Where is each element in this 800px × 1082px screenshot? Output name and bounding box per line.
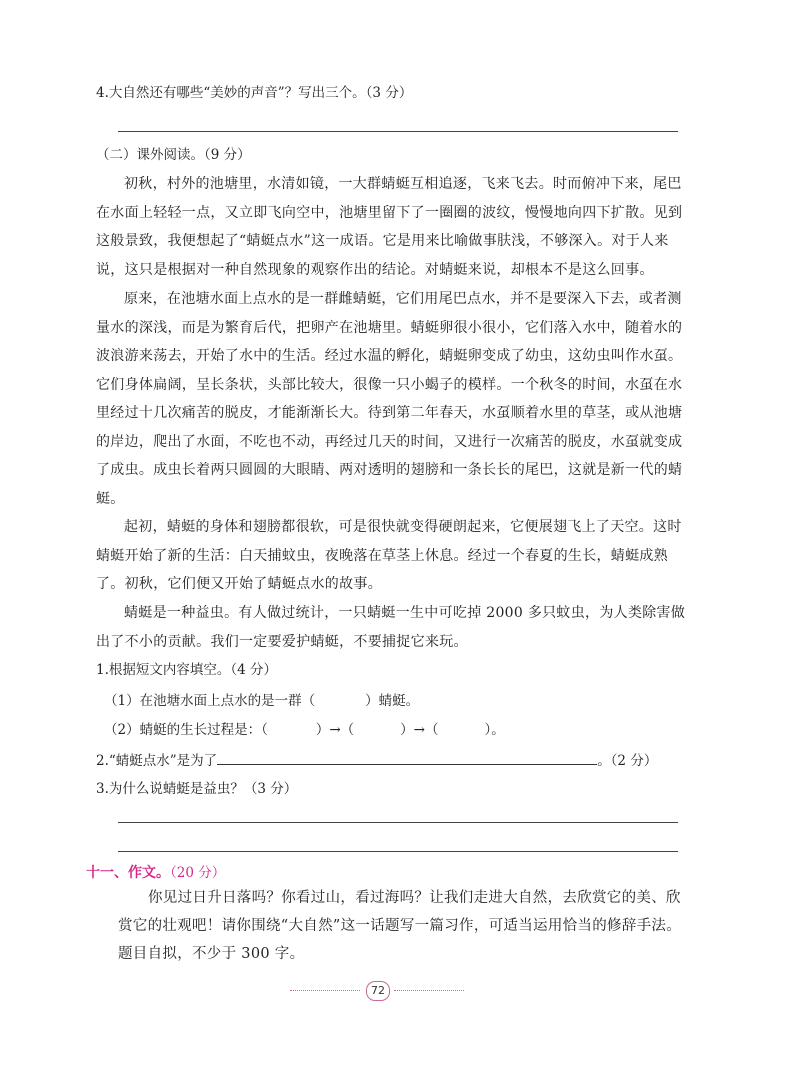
composition-prompt [118,884,683,968]
question-1-1-suffix: ）蜻蜓。 [365,693,420,709]
question-1-label: 1.根据短文内容填空。 [96,662,231,678]
composition-heading [86,861,225,882]
question-3 [96,779,297,799]
footer-dotted-line-right [394,990,464,991]
footer-dotted-line-left [290,990,360,991]
section-label: （二）课外阅读。 [96,147,204,163]
passage-paragraph-2 [96,285,686,513]
question-3-label: 3.为什么说蜻蜓是益虫？ [96,781,244,797]
arrow-separator: ）→（ [315,722,355,738]
composition-title: 十一、作文。 [86,865,170,881]
composition-text: 你见过日升日落吗？你看过山，看过海吗？让我们走进大自然，去欣赏它的美、欣赏它的壮观吧！请你围绕“大自然”这一话题写一篇习作，可适当运用恰当的修辞手法。题目自拟，不少于 300 字。 [118,890,682,962]
composition-score: （20 分） [170,865,226,881]
question-1-score: （4 分） [230,662,278,678]
question-2-suffix: 。（2 分） [597,753,658,769]
question-1-2-suffix: ）。 [484,722,505,738]
question-1-1-prefix: （1）在池塘水面上点水的是一群（ [104,693,316,709]
answer-line[interactable] [118,822,678,823]
passage-paragraph-4 [96,599,686,656]
page-number: 72 [366,981,390,1001]
page-footer [0,981,800,1001]
section-score: （9 分） [204,147,251,163]
passage-paragraph-1 [96,170,686,284]
question-4-label: 4.大自然还有哪些“美妙的声音”？写出三个。 [96,85,366,101]
paragraph-text: 原来，在池塘水面上点水的是一群雌蜻蜓，它们用尾巴点水，并不是要深入下去，或者测量水的深浅，而是为繁育后代，把卵产在池塘里。蜻蜓卵很小很小，它们落入水中，随着水的波浪游来荡去，开始了水中的生活。经过水温的孵化，蜻蜓卵变成了幼虫，这幼虫叫作水虿。它们身体扁阔，呈长条状，头部比较大，很像一只小蝎子的模样。一个秋冬的时间，水虿在水里经过十几次痛苦的脱皮，才能渐渐长大。待到第二年春天，水虿顺着水里的草茎，或从池塘的岸边，爬出了水面，不吃也不动，再经过几天的时间，又进行一次痛苦的脱皮，水虿就变成了成虫。成虫长着两只圆圆的大眼睛、两对透明的翅膀和一条长长的尾巴，这就是新一代的蜻蜓。 [96,291,683,507]
question-4 [96,83,412,103]
passage-paragraph-3 [96,513,686,599]
question-1 [96,660,277,680]
paragraph-text: 蜻蜓是一种益虫。有人做过统计，一只蜻蜓一生中可吃掉 2000 多只蚊虫，为人类除害做出了不小的贡献。我们一定要爱护蜻蜓，不要捕捉它来玩。 [96,605,686,650]
arrow-separator: ）→（ [400,722,439,738]
question-4-score: （3 分） [365,85,413,101]
question-3-score: （3 分） [243,781,298,797]
answer-blank[interactable] [217,750,597,765]
question-1-1 [104,691,419,711]
section-extracurricular-reading [96,145,251,165]
question-1-2 [104,720,505,740]
answer-line[interactable] [118,851,678,852]
paragraph-text: 起初，蜻蜓的身体和翅膀都很软，可是很快就变得硬朗起来，它便展翅飞上了天空。这时蜻蜓开始了新的生活：白天捕蚊虫，夜晚落在草茎上休息。经过一个春夏的生长，蜻蜓成熟了。初秋，它们便又开始了蜻蜓点水的故事。 [96,519,682,592]
question-1-2-prefix: （2）蜻蜓的生长过程是：（ [104,722,268,738]
paragraph-text: 初秋，村外的池塘里，水清如镜，一大群蜻蜓互相追逐，飞来飞去。时而俯冲下来，尾巴在水面上轻轻一点，又立即飞向空中，池塘里留下了一圈圈的波纹，慢慢地向四下扩散。见到这般景致，我便想起了“蜻蜓点水”这一成语。它是用来比喻做事肤浅，不够深入。对于人来说，这只是根据对一种自然现象的观察作出的结论。对蜻蜓来说，却根本不是这么回事。 [96,176,683,278]
question-2 [96,750,657,771]
answer-line [118,131,678,132]
question-2-prefix: 2.“蜻蜓点水”是为了 [96,753,218,769]
